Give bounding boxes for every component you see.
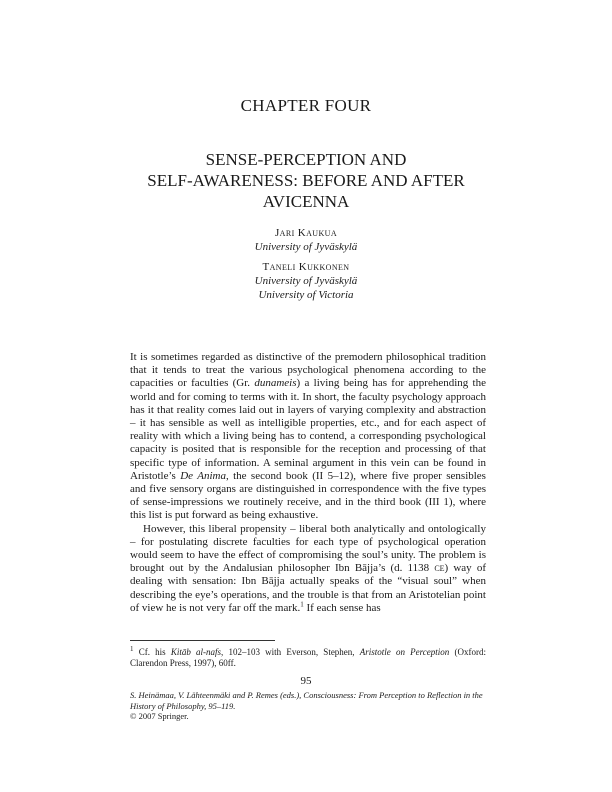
- author-list: [0, 226, 612, 308]
- title-line: SELF-AWARENESS: BEFORE AND AFTER: [147, 171, 465, 190]
- source-citation: S. Heinämaa, V. Lähteenmäki and P. Remes (eds.), Consciousness: From Perception to Reflection in the History of Philosophy, 95–119.: [130, 690, 483, 711]
- text-run: , 102–103 with Everson, Stephen,: [221, 647, 360, 657]
- footnote-marker: 1: [300, 600, 304, 609]
- author-affiliation: University of Jyväskylä: [254, 241, 358, 253]
- text-run-smallcaps: ce: [434, 562, 445, 575]
- author-name: Jari Kaukua: [274, 227, 338, 239]
- text-run: If each sense has: [303, 601, 381, 614]
- body-text: [130, 351, 486, 615]
- text-run-italic: Aristotle on Perception: [359, 647, 450, 657]
- chapter-title: [100, 149, 512, 212]
- text-run: However, this liberal propensity – liberal both analytically and ontologically – for postulating discrete faculties for each type of psychological operation would seem to have the effect of compromising the soul’s unity. The problem is brought out by the Andalusian philosopher Ibn Bājja’s (d. 1138: [130, 522, 486, 575]
- author-block: [0, 260, 612, 302]
- author-name: Taneli Kukkonen: [262, 261, 350, 273]
- text-run: , the second book (II 5–12), where five proper sensibles and five sensory organs are distinguished in correspondence with the five types of sense-impressions we routinely receive, and in the third book (III 1), where this list is put forward as being exhaustive.: [130, 469, 486, 522]
- text-run-italic: dunameis: [254, 377, 297, 390]
- title-line: AVICENNA: [262, 192, 350, 211]
- footnote-number: 1: [130, 645, 134, 653]
- author-affiliation: University of Jyväskylä: [254, 275, 358, 287]
- text-run-italic: Kitāb al-nafs: [170, 647, 222, 657]
- page-number: 95: [300, 675, 312, 687]
- footnote: [130, 647, 486, 669]
- text-run-italic: De Anima: [180, 469, 226, 482]
- copyright-notice: © 2007 Springer.: [130, 711, 189, 721]
- footnote-rule: [130, 640, 275, 641]
- text-run: ) way of dealing with sensation: Ibn Bājja actually speaks of the “visual soul” when describing the eye’s operations, and the trouble is that from an Aristotelian point of view he is not very far off the mark.: [130, 562, 486, 614]
- chapter-label: CHAPTER FOUR: [240, 96, 372, 115]
- author-block: [0, 226, 612, 254]
- paragraph: [130, 523, 486, 615]
- text-run: It is sometimes regarded as distinctive of the premodern philosophical tradition that it tends to treat the various psychological phenomena according to the capacities or faculties (Gr.: [130, 351, 486, 390]
- author-affiliation: University of Victoria: [258, 289, 354, 301]
- text-run: Cf. his: [138, 647, 171, 657]
- title-line: SENSE-PERCEPTION AND: [205, 150, 407, 169]
- text-run: (Oxford: Clarendon Press, 1997), 60ff.: [130, 647, 486, 668]
- paragraph: [130, 351, 486, 523]
- text-run: ) a living being has for apprehending the world and for coming to terms with it. In short, the faculty psychology approach has it that reality comes laid out in layers of varying complexity and abstraction – it has sensible as well as intelligible properties, etc., and for each aspect of reality with which a living being has to contend, a corresponding psychological capacity is posited that is responsible for the reception and processing of that specific type of information. A seminal argument in this vein can be found in Aristotle’s: [130, 377, 486, 482]
